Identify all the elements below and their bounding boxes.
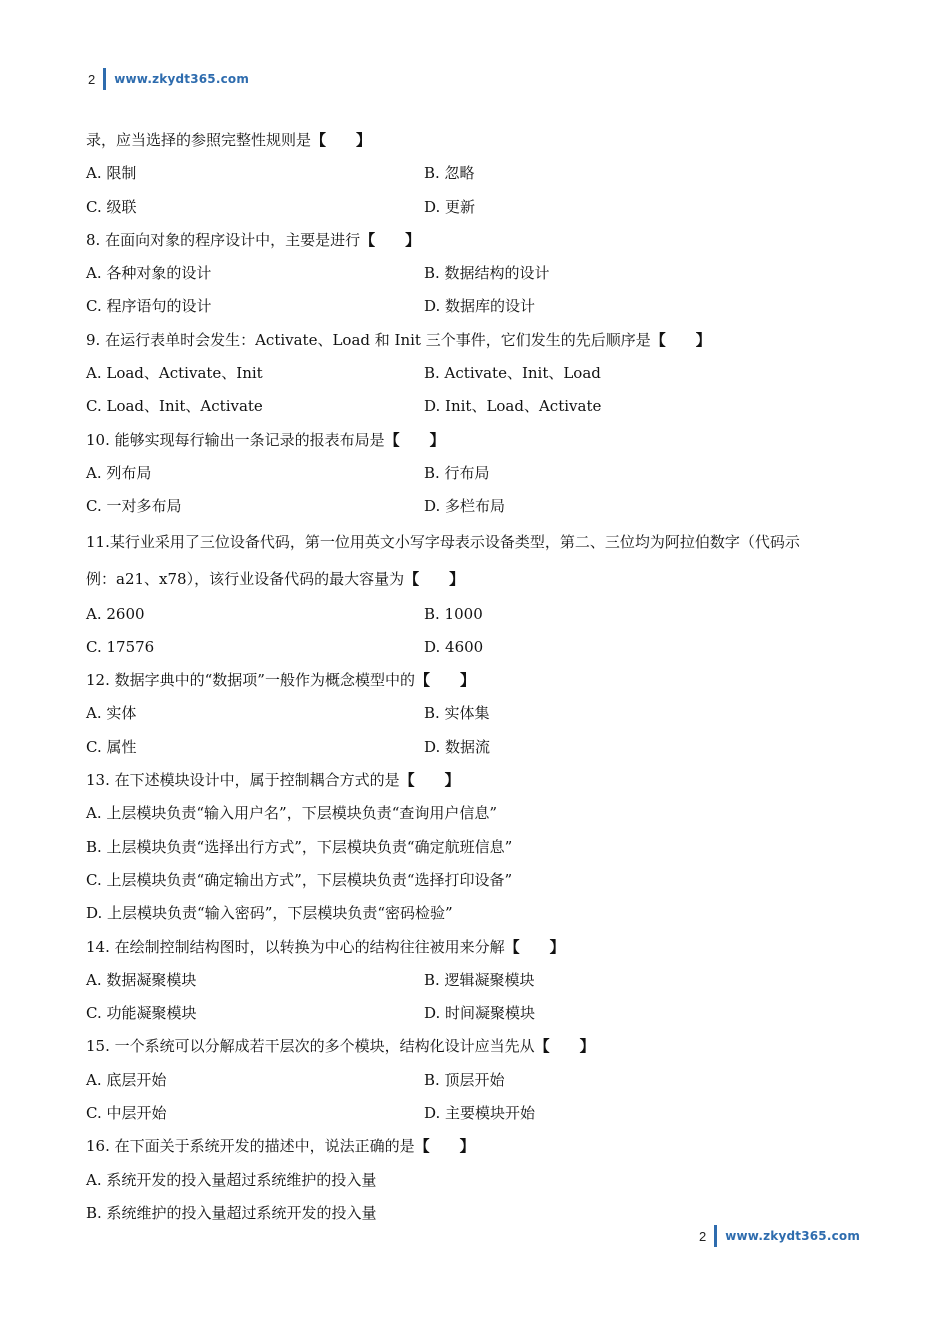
option-a: A. Load、Activate、Init	[86, 364, 263, 383]
question-12-options-ab	[86, 697, 886, 730]
option-b: B. 1000	[424, 604, 483, 623]
question-16-option-a: A. 系统开发的投入量超过系统维护的投入量	[86, 1170, 377, 1189]
question-11-stem-line2: 例：a21、x78），该行业设备代码的最大容量为【 】	[86, 569, 465, 588]
option-c: C. 程序语句的设计	[86, 297, 212, 316]
option-d: D. 数据库的设计	[424, 297, 536, 316]
page-header	[88, 67, 249, 91]
question-15-options-ab	[86, 1064, 886, 1097]
option-d: D. 4600	[424, 637, 484, 656]
question-12-stem: 12. 数据字典中的“数据项”一般作为概念模型中的【 】	[86, 671, 475, 690]
question-10-stem: 10. 能够实现每行输出一条记录的报表布局是【 】	[86, 430, 445, 449]
option-d: D. 时间凝聚模块	[424, 1004, 536, 1023]
option-a: A. 各种对象的设计	[86, 264, 212, 283]
question-13-stem: 13. 在下述模块设计中，属于控制耦合方式的是【 】	[86, 771, 460, 790]
header-divider	[103, 68, 106, 90]
question-9-stem: 9. 在运行表单时会发生：Activate、Load 和 Init 三个事件，它们发生的先后顺序是【 】	[86, 330, 711, 349]
question-10-options-ab	[86, 457, 886, 490]
question-8-stem: 8. 在面向对象的程序设计中，主要是进行【 】	[86, 230, 421, 249]
question-13-option-a: A. 上层模块负责“输入用户名”，下层模块负责“查询用户信息”	[86, 804, 498, 823]
option-d: D. 主要模块开始	[424, 1104, 536, 1123]
question-9-options-ab	[86, 357, 886, 390]
question-11-options-cd	[86, 631, 886, 664]
question-10-options-cd	[86, 490, 886, 523]
question-12-options-cd	[86, 731, 886, 764]
question-11-options-ab	[86, 598, 886, 631]
question-15-stem: 15. 一个系统可以分解成若干层次的多个模块，结构化设计应当先从【 】	[86, 1037, 595, 1056]
option-b: B. 行布局	[424, 463, 490, 482]
header-page-number: 2	[88, 71, 96, 87]
question-14-options-cd	[86, 997, 886, 1030]
question-8-options-cd	[86, 290, 886, 323]
exam-questions	[86, 124, 886, 1230]
option-a: A. 列布局	[86, 463, 152, 482]
option-a: A. 底层开始	[86, 1070, 167, 1089]
option-a: A. 数据凝聚模块	[86, 970, 197, 989]
question-13-option-d: D. 上层模块负责“输入密码”，下层模块负责“密码检验”	[86, 904, 453, 923]
question-13-option-c: C. 上层模块负责“确定输出方式”，下层模块负责“选择打印设备”	[86, 870, 513, 889]
footer-divider	[714, 1225, 717, 1247]
option-b: B. 实体集	[424, 704, 490, 723]
option-c: C. 功能凝聚模块	[86, 1004, 197, 1023]
option-d: D. 数据流	[424, 737, 491, 756]
question-7-options-ab	[86, 157, 886, 190]
footer-page-number: 2	[699, 1228, 707, 1244]
question-9-options-cd	[86, 390, 886, 423]
option-b: B. 数据结构的设计	[424, 264, 550, 283]
option-b: B. 忽略	[424, 164, 475, 183]
option-c: C. 中层开始	[86, 1104, 167, 1123]
option-c: C. 级联	[86, 197, 137, 216]
question-13-option-b: B. 上层模块负责“选择出行方式”，下层模块负责“确定航班信息”	[86, 837, 513, 856]
question-7-options-cd	[86, 191, 886, 224]
question-14-stem: 14. 在绘制控制结构图时，以转换为中心的结构往往被用来分解【 】	[86, 937, 565, 956]
question-11-stem-line1: 11.某行业采用了三位设备代码，第一位用英文小写字母表示设备类型，第二、三位均为阿拉伯数字（代码示	[86, 532, 800, 551]
option-a: A. 实体	[86, 704, 137, 723]
option-c: C. 一对多布局	[86, 497, 182, 516]
option-b: B. Activate、Init、Load	[424, 364, 601, 383]
option-a: A. 限制	[86, 164, 137, 183]
footer-site-link[interactable]: www.zkydt365.com	[725, 1229, 861, 1243]
question-8-options-ab	[86, 257, 886, 290]
option-c: C. 17576	[86, 637, 155, 656]
question-7-stem: 录，应当选择的参照完整性规则是【 】	[86, 131, 372, 149]
question-16-option-b: B. 系统维护的投入量超过系统开发的投入量	[86, 1203, 377, 1222]
question-14-options-ab	[86, 964, 886, 997]
option-d: D. 更新	[424, 197, 476, 216]
option-b: B. 逻辑凝聚模块	[424, 970, 535, 989]
question-16-stem: 16. 在下面关于系统开发的描述中，说法正确的是【 】	[86, 1137, 475, 1156]
option-d: D. Init、Load、Activate	[424, 397, 602, 416]
option-c: C. Load、Init、Activate	[86, 397, 263, 416]
option-c: C. 属性	[86, 737, 137, 756]
option-d: D. 多栏布局	[424, 497, 506, 516]
option-a: A. 2600	[86, 604, 145, 623]
option-b: B. 顶层开始	[424, 1070, 505, 1089]
page-footer	[699, 1224, 860, 1248]
question-15-options-cd	[86, 1097, 886, 1130]
header-site-link[interactable]: www.zkydt365.com	[114, 72, 250, 86]
